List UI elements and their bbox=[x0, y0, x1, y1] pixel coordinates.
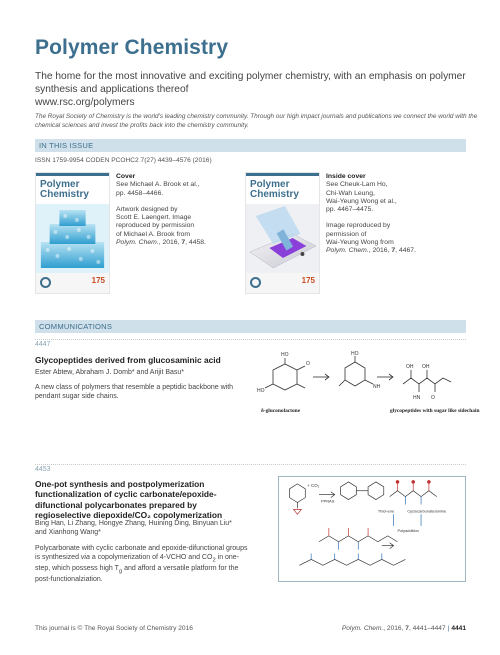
inside-cover-artwork bbox=[246, 204, 319, 274]
rsc-logo-icon bbox=[250, 277, 261, 288]
inside-cover-image[interactable] bbox=[245, 172, 320, 294]
article-divider bbox=[35, 339, 466, 340]
toc-graphic-polycarbonate bbox=[278, 476, 466, 582]
article-title[interactable]: Glycopeptides derived from glucosaminic acid bbox=[35, 355, 221, 365]
svg-text:OH: OH bbox=[422, 364, 430, 370]
cover-see-ref[interactable]: Wai-Yeung Wong et al., bbox=[326, 197, 397, 205]
cover-pages: pp. 4458–4466. bbox=[116, 189, 164, 197]
article-divider bbox=[35, 464, 466, 465]
cover-description bbox=[116, 173, 236, 247]
cover-credit-line: Artwork designed by bbox=[116, 205, 178, 213]
article-page-number[interactable]: 4447 bbox=[35, 341, 51, 348]
in-this-issue-label: IN THIS ISSUE bbox=[39, 141, 94, 150]
anniversary-badge: 175 bbox=[301, 276, 315, 285]
cover-credit-line: of Michael A. Brook from bbox=[116, 230, 191, 238]
toc-graphic-glycopeptide bbox=[255, 350, 480, 420]
cover-credit-line: reproduced by permission bbox=[116, 222, 195, 230]
journal-tagline: The home for the most innovative and exciting polymer chemistry, with an emphasis on polymer synthesis and applications thereof bbox=[35, 71, 466, 95]
cover-footer bbox=[246, 273, 319, 293]
svg-text:NH: NH bbox=[373, 384, 381, 390]
cover-reference: Polym. Chem., 2016, 7, 4467. bbox=[326, 247, 416, 255]
footer-copyright: This journal is © The Royal Society of Chemistry 2016 bbox=[35, 625, 193, 632]
cover-see-ref[interactable]: Chi-Wah Leung, bbox=[326, 189, 375, 197]
article-authors: Bing Han, Li Zhang, Hongye Zhang, Huining Ding, Binyuan Liu* and Xianhong Wang* bbox=[35, 520, 232, 536]
cover-top-strip bbox=[246, 173, 319, 176]
journal-title: Polymer Chemistry bbox=[35, 36, 229, 59]
article-page-number[interactable]: 4453 bbox=[35, 466, 51, 473]
graphic-label-co2: + CO₂ bbox=[307, 482, 320, 488]
cover-top-strip bbox=[36, 173, 109, 176]
cover-artwork bbox=[36, 204, 109, 274]
issn-line: ISSN 1759-9954 CODEN PCOHC2 7(27) 4439–4576 (2016) bbox=[35, 157, 212, 164]
footer-page-number: 4441 bbox=[451, 625, 466, 632]
graphic-label-polyaddition: Polyaddition bbox=[397, 527, 419, 533]
cover-heading: Cover bbox=[116, 173, 136, 180]
rsc-logo-icon bbox=[40, 277, 51, 288]
svg-text:HO: HO bbox=[351, 351, 359, 357]
cover-heading: Inside cover bbox=[326, 173, 366, 180]
cover-footer bbox=[36, 273, 109, 293]
anniversary-badge: 175 bbox=[91, 276, 105, 285]
cover-credit-line: Image reproduced by bbox=[326, 222, 391, 230]
graphic-label-glycopeptides: glycopeptides with sugar like sidechain bbox=[390, 408, 480, 414]
inside-cover-description bbox=[326, 173, 466, 256]
communications-label: COMMUNICATIONS bbox=[39, 322, 113, 331]
cover-pages: pp. 4467–4475. bbox=[326, 206, 374, 214]
cover-credit-line: Wai-Yeung Wong from bbox=[326, 239, 394, 247]
cover-image[interactable] bbox=[35, 172, 110, 294]
journal-url[interactable]: www.rsc.org/polymers bbox=[35, 97, 135, 108]
footer-citation: Polym. Chem., 2016, 7, 4441–4447 | 4441 bbox=[341, 625, 466, 632]
in-this-issue-bar bbox=[35, 139, 466, 152]
cover-see-ref[interactable]: See Michael A. Brook et al., bbox=[116, 181, 200, 189]
article-abstract: A new class of polymers that resemble a peptidic backbone with pendant sugar side chains. bbox=[35, 384, 234, 400]
svg-text:O: O bbox=[431, 395, 435, 401]
cover-credit-line: permission of bbox=[326, 230, 367, 238]
svg-text:HO: HO bbox=[257, 388, 265, 394]
footer-separator: | bbox=[447, 625, 450, 632]
svg-text:O: O bbox=[306, 361, 310, 367]
graphic-label-thiol-ene: Thiol-ene bbox=[377, 508, 395, 514]
graphic-label-catalyst: PPNAS bbox=[320, 498, 335, 504]
article-abstract: Polycarbonate with cyclic carbonate and epoxide-difunctional groups is synthesized via a copolymerization of 4-VCHO and $CO_2$ in one-step, which possess high $T_g$ and afford a versatile platform for the post-functionalziation. bbox=[35, 545, 248, 584]
communications-bar bbox=[35, 320, 466, 333]
article-authors: Ester Abtew, Abraham J. Domb* and Arijit Basu* bbox=[35, 369, 185, 376]
svg-text:HN: HN bbox=[413, 395, 421, 401]
graphic-label-gluconolactone: δ-gluconolactone bbox=[261, 408, 301, 414]
cover-reference: Polym. Chem., 2016, 7, 4458. bbox=[116, 239, 206, 247]
cover-journal-title: Polymer Chemistry bbox=[40, 179, 89, 200]
svg-text:OH: OH bbox=[406, 364, 414, 370]
article-title[interactable]: One-pot synthesis and postpolymerization functionalization of cyclic carbonate/epoxide-difunctional polycarbonates prepared by regioselective diepoxide/CO₂ copolymerization bbox=[35, 479, 223, 520]
cover-see-ref[interactable]: See Cheuk-Lam Ho, bbox=[326, 181, 388, 189]
graphic-label-cyclocarbonate-amine: Cyclocarbonate/amine bbox=[407, 508, 447, 514]
rsc-blurb: The Royal Society of Chemistry is the world's leading chemistry community. Through our high impact journals and publications we connect the world with the chemical sciences and invest the profits back into the chemistry community. bbox=[35, 113, 478, 129]
cover-journal-title: Polymer Chemistry bbox=[250, 179, 299, 200]
cover-credit-line: Scott E. Laengert. Image bbox=[116, 214, 192, 222]
svg-text:HO: HO bbox=[281, 352, 289, 358]
